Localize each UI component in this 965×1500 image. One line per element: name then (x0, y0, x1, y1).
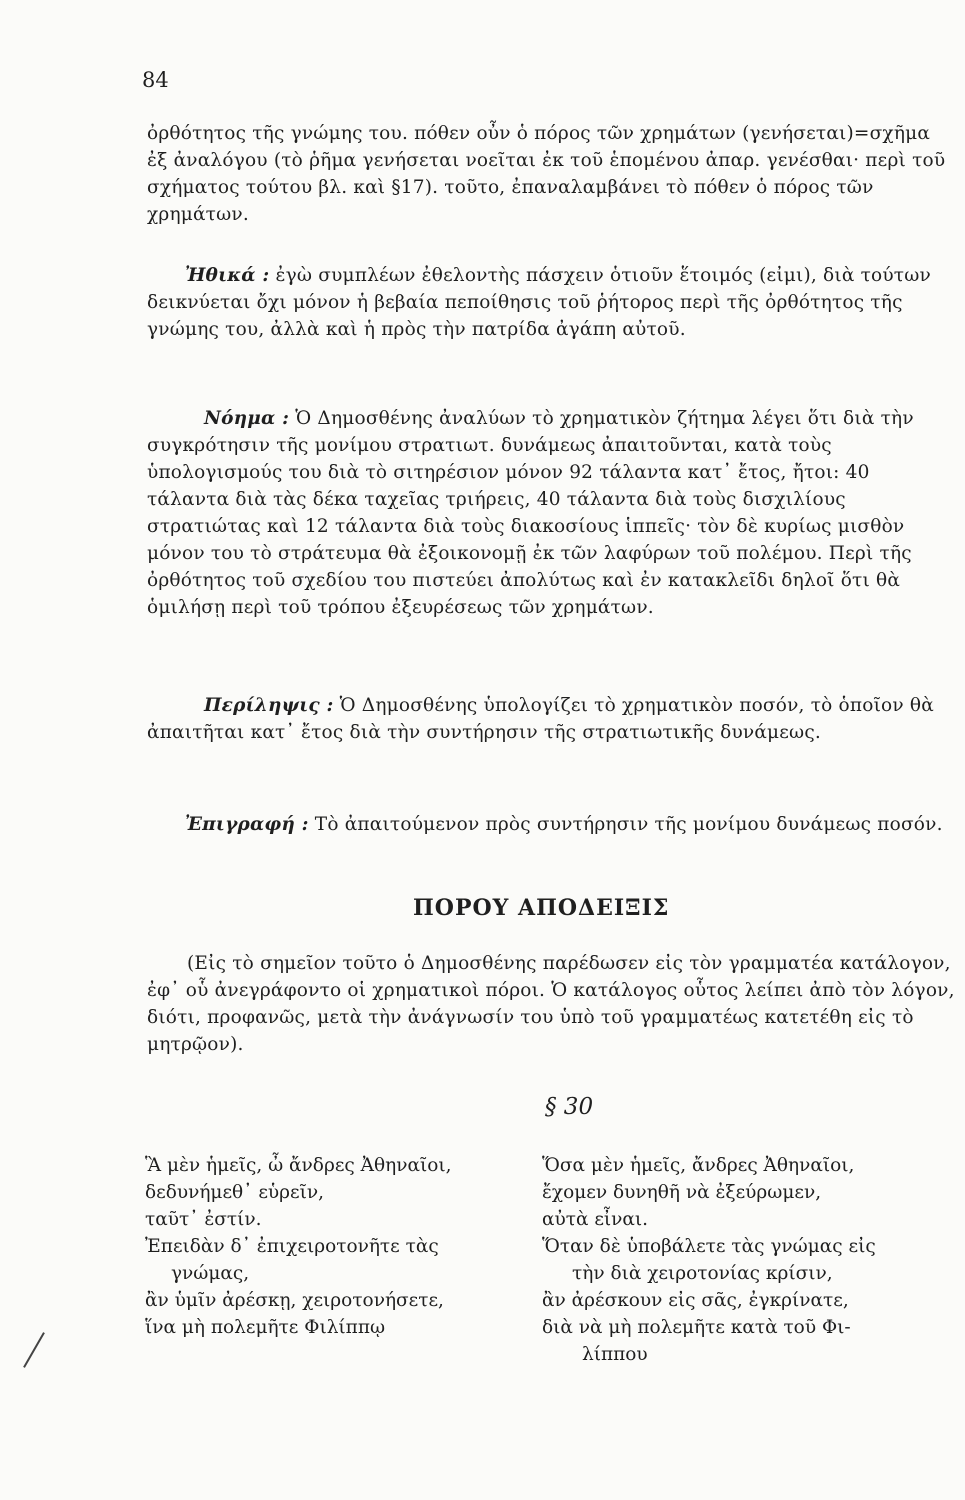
paragraph-label: Νόημα : (204, 408, 290, 429)
summary-paragraph (147, 692, 955, 746)
paragraph-text: Τὸ ἀπαιτούμενον πρὸς συντήρησιν τῆς μονίμου δυνάμεως ποσόν. (314, 814, 943, 835)
greek-line: δεδυνήμεθ᾽ εὑρεῖν, (145, 1182, 324, 1203)
section-number: § 30 (545, 1094, 594, 1120)
translation-line: ἔχομεν δυνηθῆ νὰ ἐξεύρωμεν, (542, 1182, 822, 1203)
translation-line: αὐτὰ εἶναι. (542, 1209, 649, 1230)
greek-line: ταῦτ᾽ ἐστίν. (145, 1209, 262, 1230)
paragraph-label: Ἐπιγραφή : (185, 814, 309, 835)
translation-line: Ὅσα μὲν ἡμεῖς, ἄνδρες Ἀθηναῖοι, (542, 1155, 855, 1176)
paragraph-text: Ὁ Δημοσθένης ἀναλύων τὸ χρηματικὸν ζήτημα λέγει ὅτι διὰ τὴν συγκρότησιν τῆς μονίμου στρατιωτ. δυνάμεως ἀπαιτοῦνται, κατὰ τοὺς ὑπολογισμούς του διὰ τὸ σιτηρέσιον μόνον 92 τάλαντα κατ᾽ ἔτος, ἤτοι: 40 τάλαντα διὰ τὰς δέκα ταχεῖας τριήρεις, 40 τάλαντα διὰ τοὺς δισχιλίους στρατιώτας καὶ 12 τάλαντα διὰ τοὺς διακοσίους ἱππεῖς· τὸν δὲ κυρίως μισθὸν μόνον του τὸ στράτευμα θὰ ἐξοικονομῇ ἐκ τῶν λαφύρων τοῦ πολέμου. Περὶ τῆς ὀρθότητος τοῦ σχεδίου του πιστεύει ἀπολύτως καὶ ἐν κατακλεῖδι δηλοῖ ὅτι θὰ ὁμιλήσῃ περὶ τοῦ τρόπου ἐξευρέσεως τῶν χρημάτων. (147, 408, 914, 618)
section-note: (Εἰς τὸ σημεῖον τοῦτο ὁ Δημοσθένης παρέδωσεν εἰς τὸν γραμματέα κατάλογον, ἐφ᾽ οὗ ἀνεγράφοντο οἱ χρηματικοὶ πόροι. Ὁ κατάλογος οὗτος λείπει ἀπὸ τὸν λόγον, διότι, προφανῶς, μετὰ τὴν ἀνάγνωσίν του ὑπὸ τοῦ γραμματέως κατετέθη εἰς τὸ μητρῷον). (147, 953, 955, 1055)
title-paragraph (147, 811, 955, 838)
ethics-paragraph (147, 262, 955, 343)
paragraph-text: Ὁ Δημοσθένης ὑπολογίζει τὸ χρηματικὸν ποσόν, τὸ ὁποῖον θὰ ἀπαιτῆται κατ᾽ ἔτος διὰ τὴν συντήρησιν τῆς στρατιωτικῆς δυνάμεως. (147, 695, 934, 743)
greek-line: γνώμας, (171, 1263, 250, 1284)
greek-line: Ἐπειδὰν δ᾽ ἐπιχειροτονῆτε τὰς (145, 1236, 439, 1257)
greek-line: Ἃ μὲν ἡμεῖς, ὦ ἄνδρες Ἀθηναῖοι, (145, 1155, 452, 1176)
translation-line: διὰ νὰ μὴ πολεμῆτε κατὰ τοῦ Φι- (542, 1317, 851, 1338)
paragraph-text: ἐγὼ συμπλέων ἐθελοντὴς πάσχειν ὁτιοῦν ἕτοιμός (εἰμι), διὰ τούτων δεικνύεται ὄχι μόνον ἡ βεβαία πεποίθησις τοῦ ῥήτορος περὶ τῆς ὀρθότητος τῆς γνώμης του, ἀλλὰ καὶ ἡ πρὸς τὴν πατρίδα ἀγάπη αὐτοῦ. (147, 265, 931, 340)
translation-line: ἂν ἀρέσκουν εἰς σᾶς, ἐγκρίνατε, (542, 1290, 849, 1311)
commentary-paragraph (147, 120, 955, 228)
translation-column (542, 1152, 962, 1368)
translation-line: τὴν διὰ χειροτονίας κρίσιν, (572, 1263, 833, 1284)
greek-line: ἵνα μὴ πολεμῆτε Φιλίππῳ (145, 1317, 386, 1338)
page-number: 84 (142, 68, 169, 92)
translation-line: Ὅταν δὲ ὑποβάλετε τὰς γνώμας εἰς (542, 1236, 876, 1257)
paragraph-text: ὀρθότητος τῆς γνώμης του. πόθεν οὖν ὁ πόρος τῶν χρημάτων (γενήσεται)=σχῆμα ἐξ ἀναλόγου (τὸ ῥῆμα γενήσεται νοεῖται ἐκ τοῦ ἑπομένου ἀπαρ. γενέσθαι· περὶ τοῦ σχήματος τούτου βλ. καὶ §17). τοῦτο, ἐπαναλαμβάνει τὸ πόθεν ὁ πόρος τῶν χρημάτων. (147, 123, 946, 225)
margin-pencil-mark (23, 1332, 45, 1368)
section-title: ΠΟΡΟΥ ΑΠΟΔΕΙΞΙΣ (413, 895, 670, 921)
paragraph-label: Περίληψις : (204, 695, 334, 716)
greek-line: ἂν ὑμῖν ἀρέσκῃ, χειροτονήσετε, (145, 1290, 444, 1311)
paragraph-label: Ἠθικά : (185, 265, 270, 286)
greek-text-column (145, 1152, 540, 1341)
translation-line: λίππου (582, 1344, 648, 1365)
meaning-paragraph (147, 405, 955, 621)
